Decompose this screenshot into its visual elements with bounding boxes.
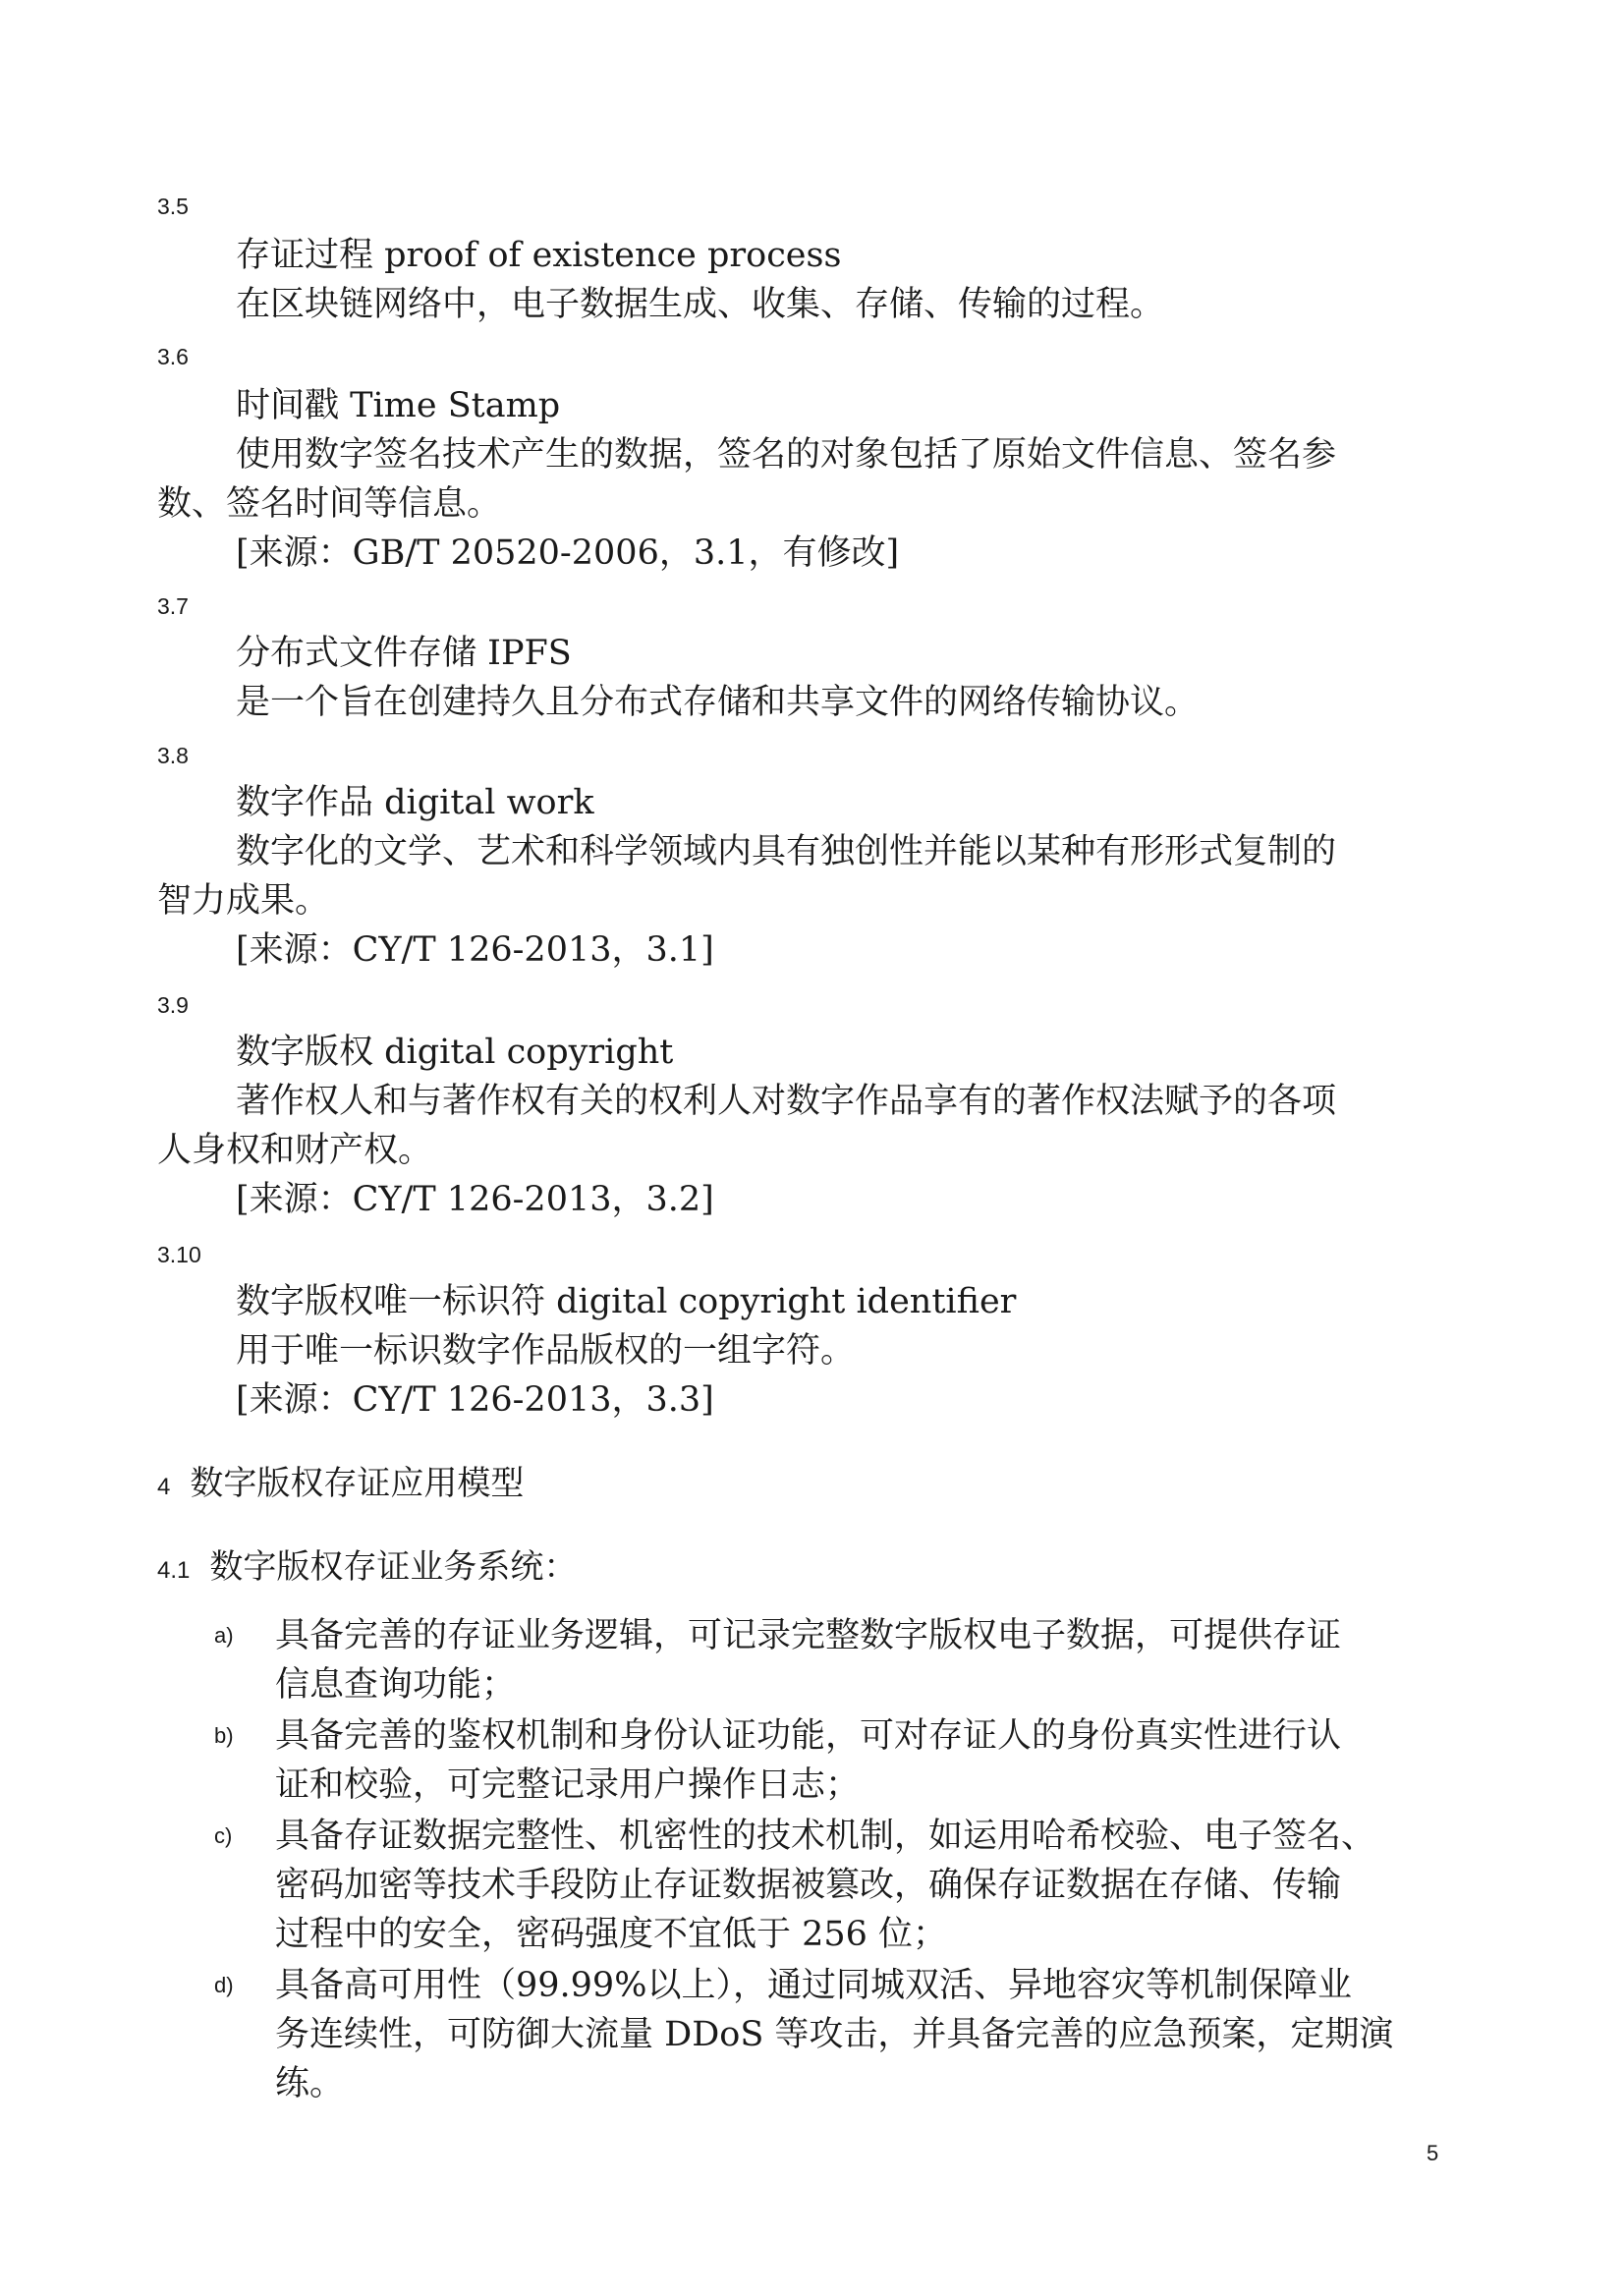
- list-item-line: 信息查询功能；: [275, 1665, 517, 1705]
- section-number: 4: [157, 1474, 171, 1500]
- section-heading: [157, 1459, 524, 1512]
- term-definition: 数字化的文学、艺术和科学领域内具有独创性并能以某种有形形式复制的: [236, 832, 1337, 871]
- term-title: 分布式文件存储 IPFS: [236, 634, 572, 673]
- list-item-line: 务连续性，可防御大流量 DDoS 等攻击，并具备完善的应急预案，定期演: [275, 2015, 1394, 2054]
- term-number: 3.5: [157, 194, 189, 219]
- list-item-line: 密码加密等技术手段防止存证数据被篡改，确保存证数据在存储、传输: [275, 1866, 1342, 1905]
- list-item-line: 练。: [275, 2064, 345, 2103]
- section-title: 数字版权存证应用模型: [190, 1464, 525, 1503]
- list-item-line: 具备高可用性（99.99%以上），通过同城双活、异地容灾等机制保障业: [275, 1966, 1352, 2005]
- term-definition: 数、签名时间等信息。: [157, 484, 502, 524]
- term-definition: 智力成果。: [157, 881, 330, 921]
- term-title: 数字作品 digital work: [236, 783, 594, 822]
- subsection-title: 数字版权存证业务系统：: [209, 1547, 578, 1587]
- list-item-line: 具备存证数据完整性、机密性的技术机制，如运用哈希校验、电子签名、: [275, 1817, 1376, 1856]
- term-definition: 人身权和财产权。: [157, 1131, 433, 1170]
- term-definition: 是一个旨在创建持久且分布式存储和共享文件的网络传输协议。: [236, 683, 1200, 722]
- term-title: 存证过程 proof of existence process: [236, 236, 842, 275]
- term-number: 3.7: [157, 593, 189, 619]
- term-source: [来源：CY/T 126-2013，3.3]: [236, 1380, 714, 1420]
- list-item-line: 具备完善的鉴权机制和身份认证功能，可对存证人的身份真实性进行认: [275, 1716, 1342, 1756]
- term-source: [来源：CY/T 126-2013，3.2]: [236, 1180, 714, 1219]
- term-definition: 著作权人和与著作权有关的权利人对数字作品享有的著作权法赋予的各项: [236, 1082, 1337, 1121]
- term-definition: 用于唯一标识数字作品版权的一组字符。: [236, 1331, 856, 1371]
- term-number: 3.8: [157, 743, 189, 768]
- term-title: 数字版权唯一标识符 digital copyright identifier: [236, 1282, 1017, 1321]
- term-number: 3.9: [157, 992, 189, 1018]
- subsection-heading: [157, 1542, 577, 1596]
- list-item-line: 具备完善的存证业务逻辑，可记录完整数字版权电子数据，可提供存证: [275, 1616, 1342, 1655]
- list-marker: c): [214, 1823, 233, 1848]
- term-title: 时间戳 Time Stamp: [236, 386, 561, 425]
- term-title: 数字版权 digital copyright: [236, 1033, 674, 1072]
- term-number: 3.6: [157, 344, 189, 369]
- subsection-number: 4.1: [157, 1557, 191, 1584]
- term-definition: 在区块链网络中，电子数据生成、收集、存储、传输的过程。: [236, 285, 1165, 324]
- term-number: 3.10: [157, 1242, 201, 1267]
- term-source: [来源：GB/T 20520-2006，3.1，有修改]: [236, 533, 900, 573]
- list-marker: d): [214, 1973, 234, 1997]
- list-marker: a): [214, 1623, 234, 1648]
- list-item-line: 证和校验，可完整记录用户操作日志；: [275, 1765, 861, 1805]
- list-item-line: 过程中的安全，密码强度不宜低于 256 位；: [275, 1915, 948, 1954]
- term-source: [来源：CY/T 126-2013，3.1]: [236, 930, 714, 970]
- list-marker: b): [214, 1723, 234, 1748]
- term-definition: 使用数字签名技术产生的数据，签名的对象包括了原始文件信息、签名参: [236, 435, 1337, 475]
- page-number: 5: [1427, 2141, 1439, 2165]
